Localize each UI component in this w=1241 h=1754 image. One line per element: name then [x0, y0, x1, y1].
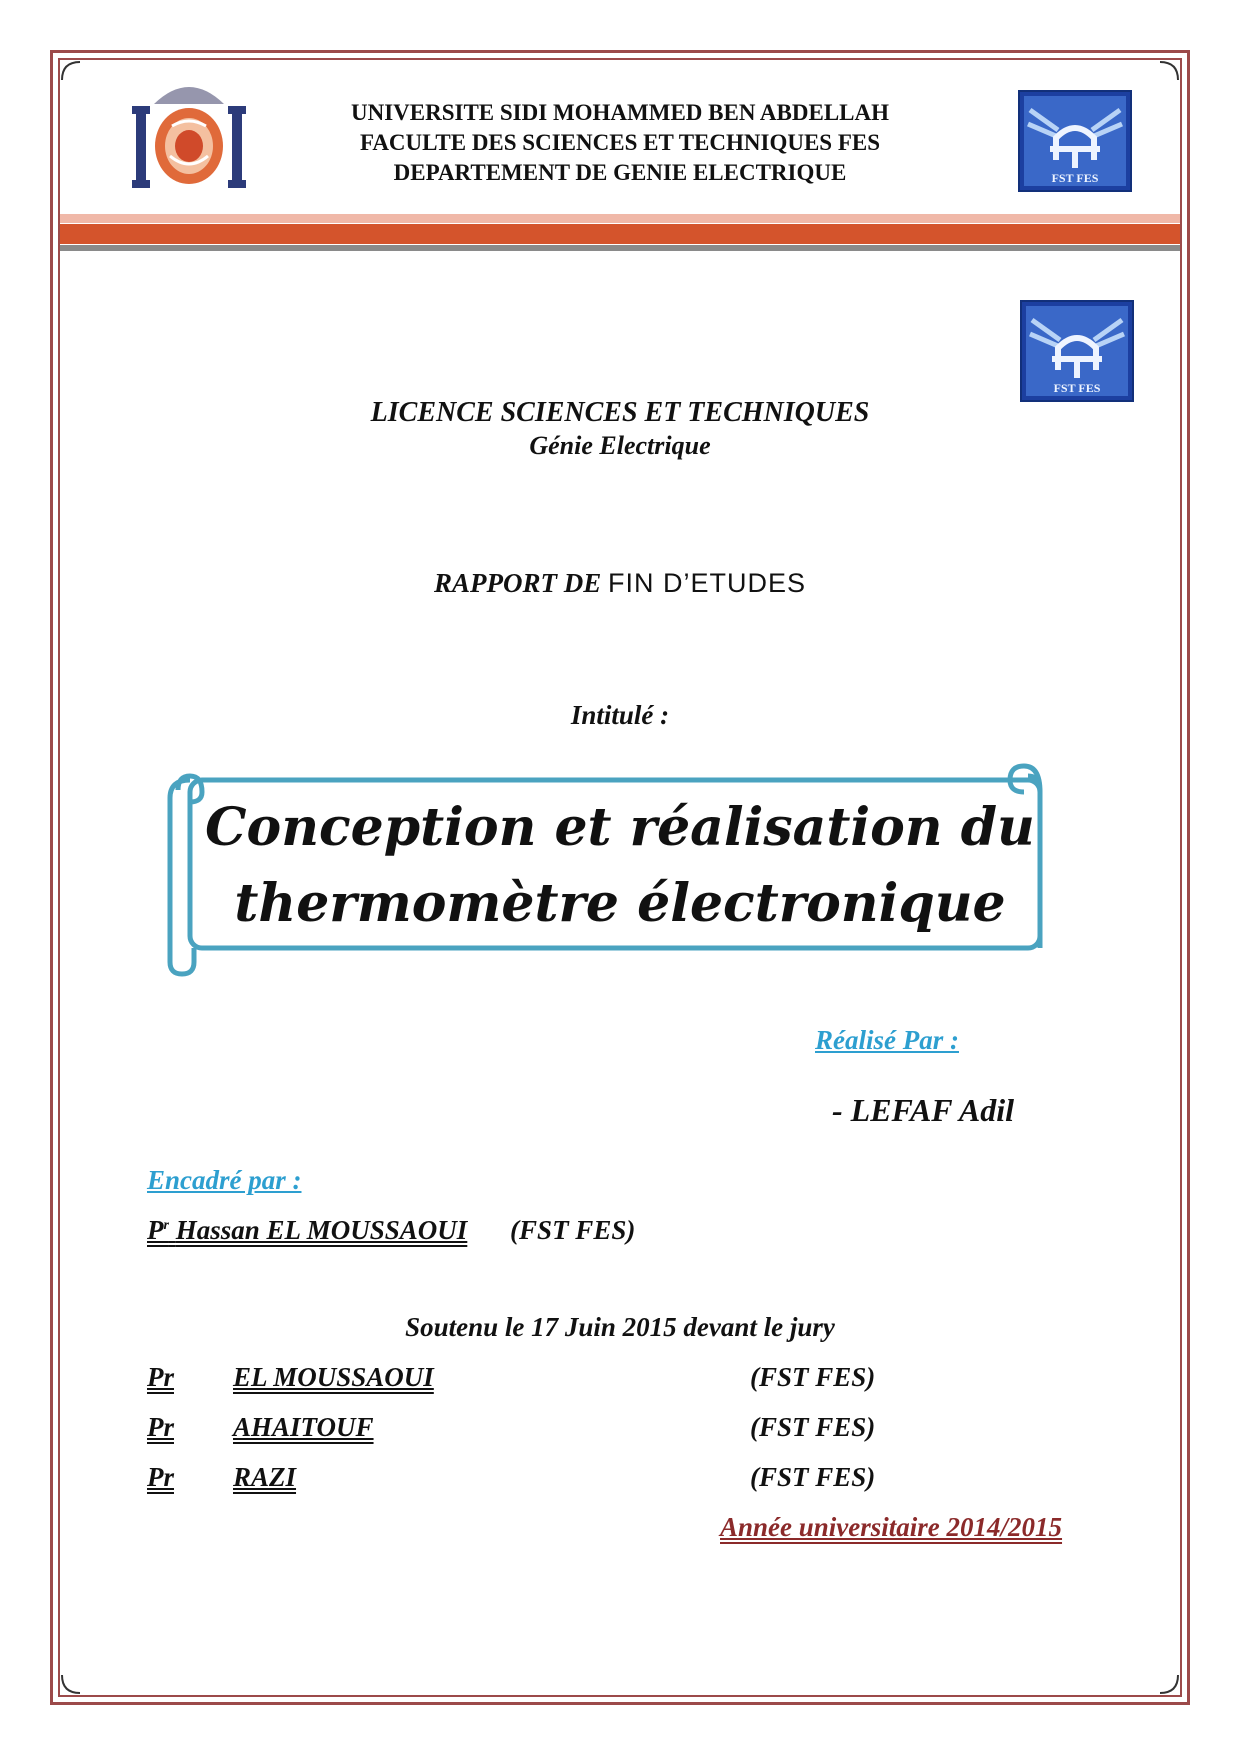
supervisor-title-sup: r — [163, 1218, 169, 1233]
jury-member-name: AHAITOUF — [233, 1412, 374, 1442]
report-title-line1: Conception et réalisation du — [205, 797, 1035, 858]
jury-member-title: Pr — [147, 1462, 174, 1492]
supervisor-title: P — [147, 1215, 164, 1245]
fst-logo-label: FST FES — [1051, 171, 1099, 185]
university-name: UNIVERSITE SIDI MOHAMMED BEN ABDELLAH — [350, 100, 890, 125]
corner-ornament-top-left — [60, 60, 82, 82]
jury-member-3 — [147, 1462, 296, 1493]
academic-year: Année universitaire 2014/2015 — [720, 1512, 1063, 1542]
jury-member-1 — [147, 1362, 434, 1393]
supervisor-affiliation: (FST FES) — [510, 1215, 636, 1245]
supervisor-title-name — [147, 1215, 467, 1245]
jury-member-3-affiliation: (FST FES) — [750, 1462, 876, 1492]
author-name: - LEFAF Adil — [832, 1092, 1014, 1128]
supervisor-label: Encadré par : — [147, 1165, 302, 1195]
fst-fes-logo-header — [1018, 90, 1132, 192]
jury-member-title: Pr — [147, 1362, 174, 1392]
corner-ornament-top-right — [1158, 60, 1180, 82]
supervisor-line — [147, 1215, 635, 1246]
author-label: Réalisé Par : — [815, 1025, 959, 1055]
faculty-name: FACULTE DES SCIENCES ET TECHNIQUES FES — [359, 130, 881, 155]
corner-ornament-bottom-right — [1158, 1673, 1180, 1695]
supervisor-name: Hassan EL MOUSSAOUI — [175, 1215, 468, 1245]
report-type-part2: FIN D’ETUDES — [608, 568, 807, 598]
specialty-title: Génie Electrique — [529, 431, 711, 460]
department-name: DEPARTEMENT DE GENIE ELECTRIQUE — [393, 160, 847, 185]
header-band-light — [60, 214, 1180, 223]
jury-member-1-affiliation: (FST FES) — [750, 1362, 876, 1392]
header-band-gray — [60, 245, 1180, 251]
report-title-line2: thermomètre électronique — [234, 873, 1006, 934]
jury-member-title: Pr — [147, 1412, 174, 1442]
jury-member-2 — [147, 1412, 374, 1443]
report-type-part1: RAPPORT DE — [433, 568, 602, 598]
intitule-label: Intitulé : — [570, 700, 670, 730]
fst-logo-label-2: FST FES — [1053, 381, 1101, 395]
report-type — [200, 566, 1040, 600]
corner-ornament-bottom-left — [60, 1673, 82, 1695]
jury-member-2-affiliation: (FST FES) — [750, 1412, 876, 1442]
licence-title: LICENCE SCIENCES ET TECHNIQUES — [370, 397, 870, 428]
report-title — [200, 790, 1040, 942]
jury-member-name: RAZI — [233, 1462, 297, 1492]
fst-fes-logo-secondary — [1020, 300, 1134, 402]
institution-header — [300, 98, 940, 188]
header-band-orange — [60, 224, 1180, 244]
defense-statement: Soutenu le 17 Juin 2015 devant le jury — [405, 1312, 835, 1342]
jury-member-name: EL MOUSSAOUI — [233, 1362, 434, 1392]
university-seal-logo — [132, 76, 246, 192]
